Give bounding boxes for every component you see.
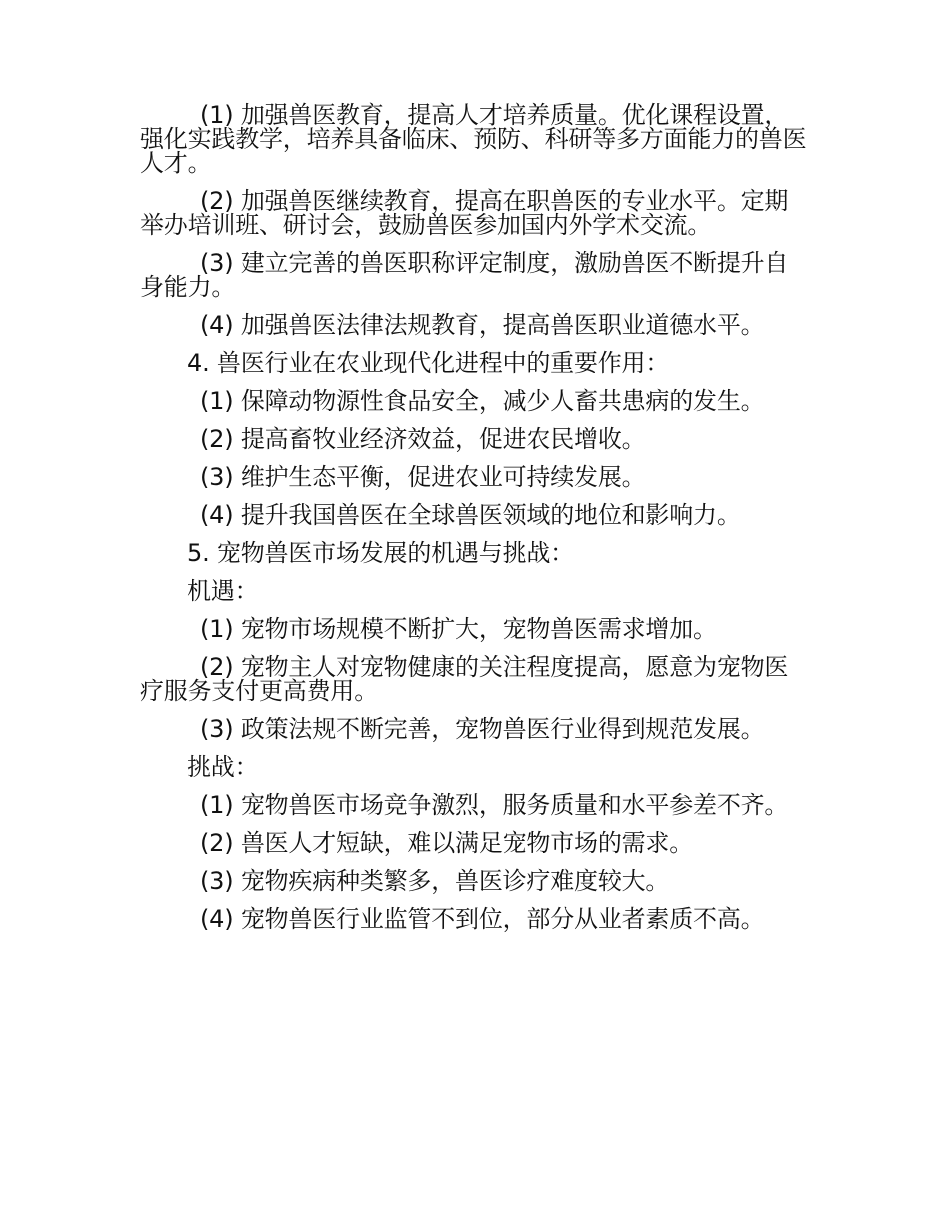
paragraph-role-2: (2) 提高畜牧业经济效益，促进农民增收。	[200, 425, 646, 453]
paragraph-education-2: (2) 加强兽医继续教育，提高在职兽医的专业水平。定期举办培训班、研讨会，鼓励兽医参加国内外学术交流。	[140, 187, 789, 239]
section-heading-4: 4. 兽医行业在农业现代化进程中的重要作用：	[187, 349, 670, 377]
paragraph-role-4: (4) 提升我国兽医在全球兽医领域的地位和影响力。	[200, 501, 741, 529]
document-body	[140, 103, 810, 931]
subheading-challenges: 挑战：	[187, 753, 259, 781]
paragraph-opportunity-3: (3) 政策法规不断完善，宠物兽医行业得到规范发展。	[200, 715, 765, 743]
paragraph-role-1: (1) 保障动物源性食品安全，减少人畜共患病的发生。	[200, 387, 765, 415]
paragraph-role-3: (3) 维护生态平衡，促进农业可持续发展。	[200, 463, 646, 491]
paragraph-challenge-3: (3) 宠物疾病种类繁多，兽医诊疗难度较大。	[200, 867, 670, 895]
section-heading-5: 5. 宠物兽医市场发展的机遇与挑战：	[187, 539, 574, 567]
subheading-opportunities: 机遇：	[187, 577, 259, 605]
paragraph-education-3: (3) 建立完善的兽医职称评定制度，激励兽医不断提升自身能力。	[140, 249, 789, 301]
paragraph-challenge-1: (1) 宠物兽医市场竞争激烈，服务质量和水平参差不齐。	[200, 791, 789, 819]
paragraph-challenge-2: (2) 兽医人才短缺，难以满足宠物市场的需求。	[200, 829, 694, 857]
paragraph-education-1: (1) 加强兽医教育，提高人才培养质量。优化课程设置，强化实践教学，培养具备临床、预防、科研等多方面能力的兽医人才。	[140, 101, 807, 177]
paragraph-challenge-4: (4) 宠物兽医行业监管不到位，部分从业者素质不高。	[200, 905, 765, 933]
paragraph-opportunity-1: (1) 宠物市场规模不断扩大，宠物兽医需求增加。	[200, 615, 717, 643]
paragraph-education-4: (4) 加强兽医法律法规教育，提高兽医职业道德水平。	[200, 311, 765, 339]
paragraph-opportunity-2: (2) 宠物主人对宠物健康的关注程度提高，愿意为宠物医疗服务支付更高费用。	[140, 653, 789, 705]
